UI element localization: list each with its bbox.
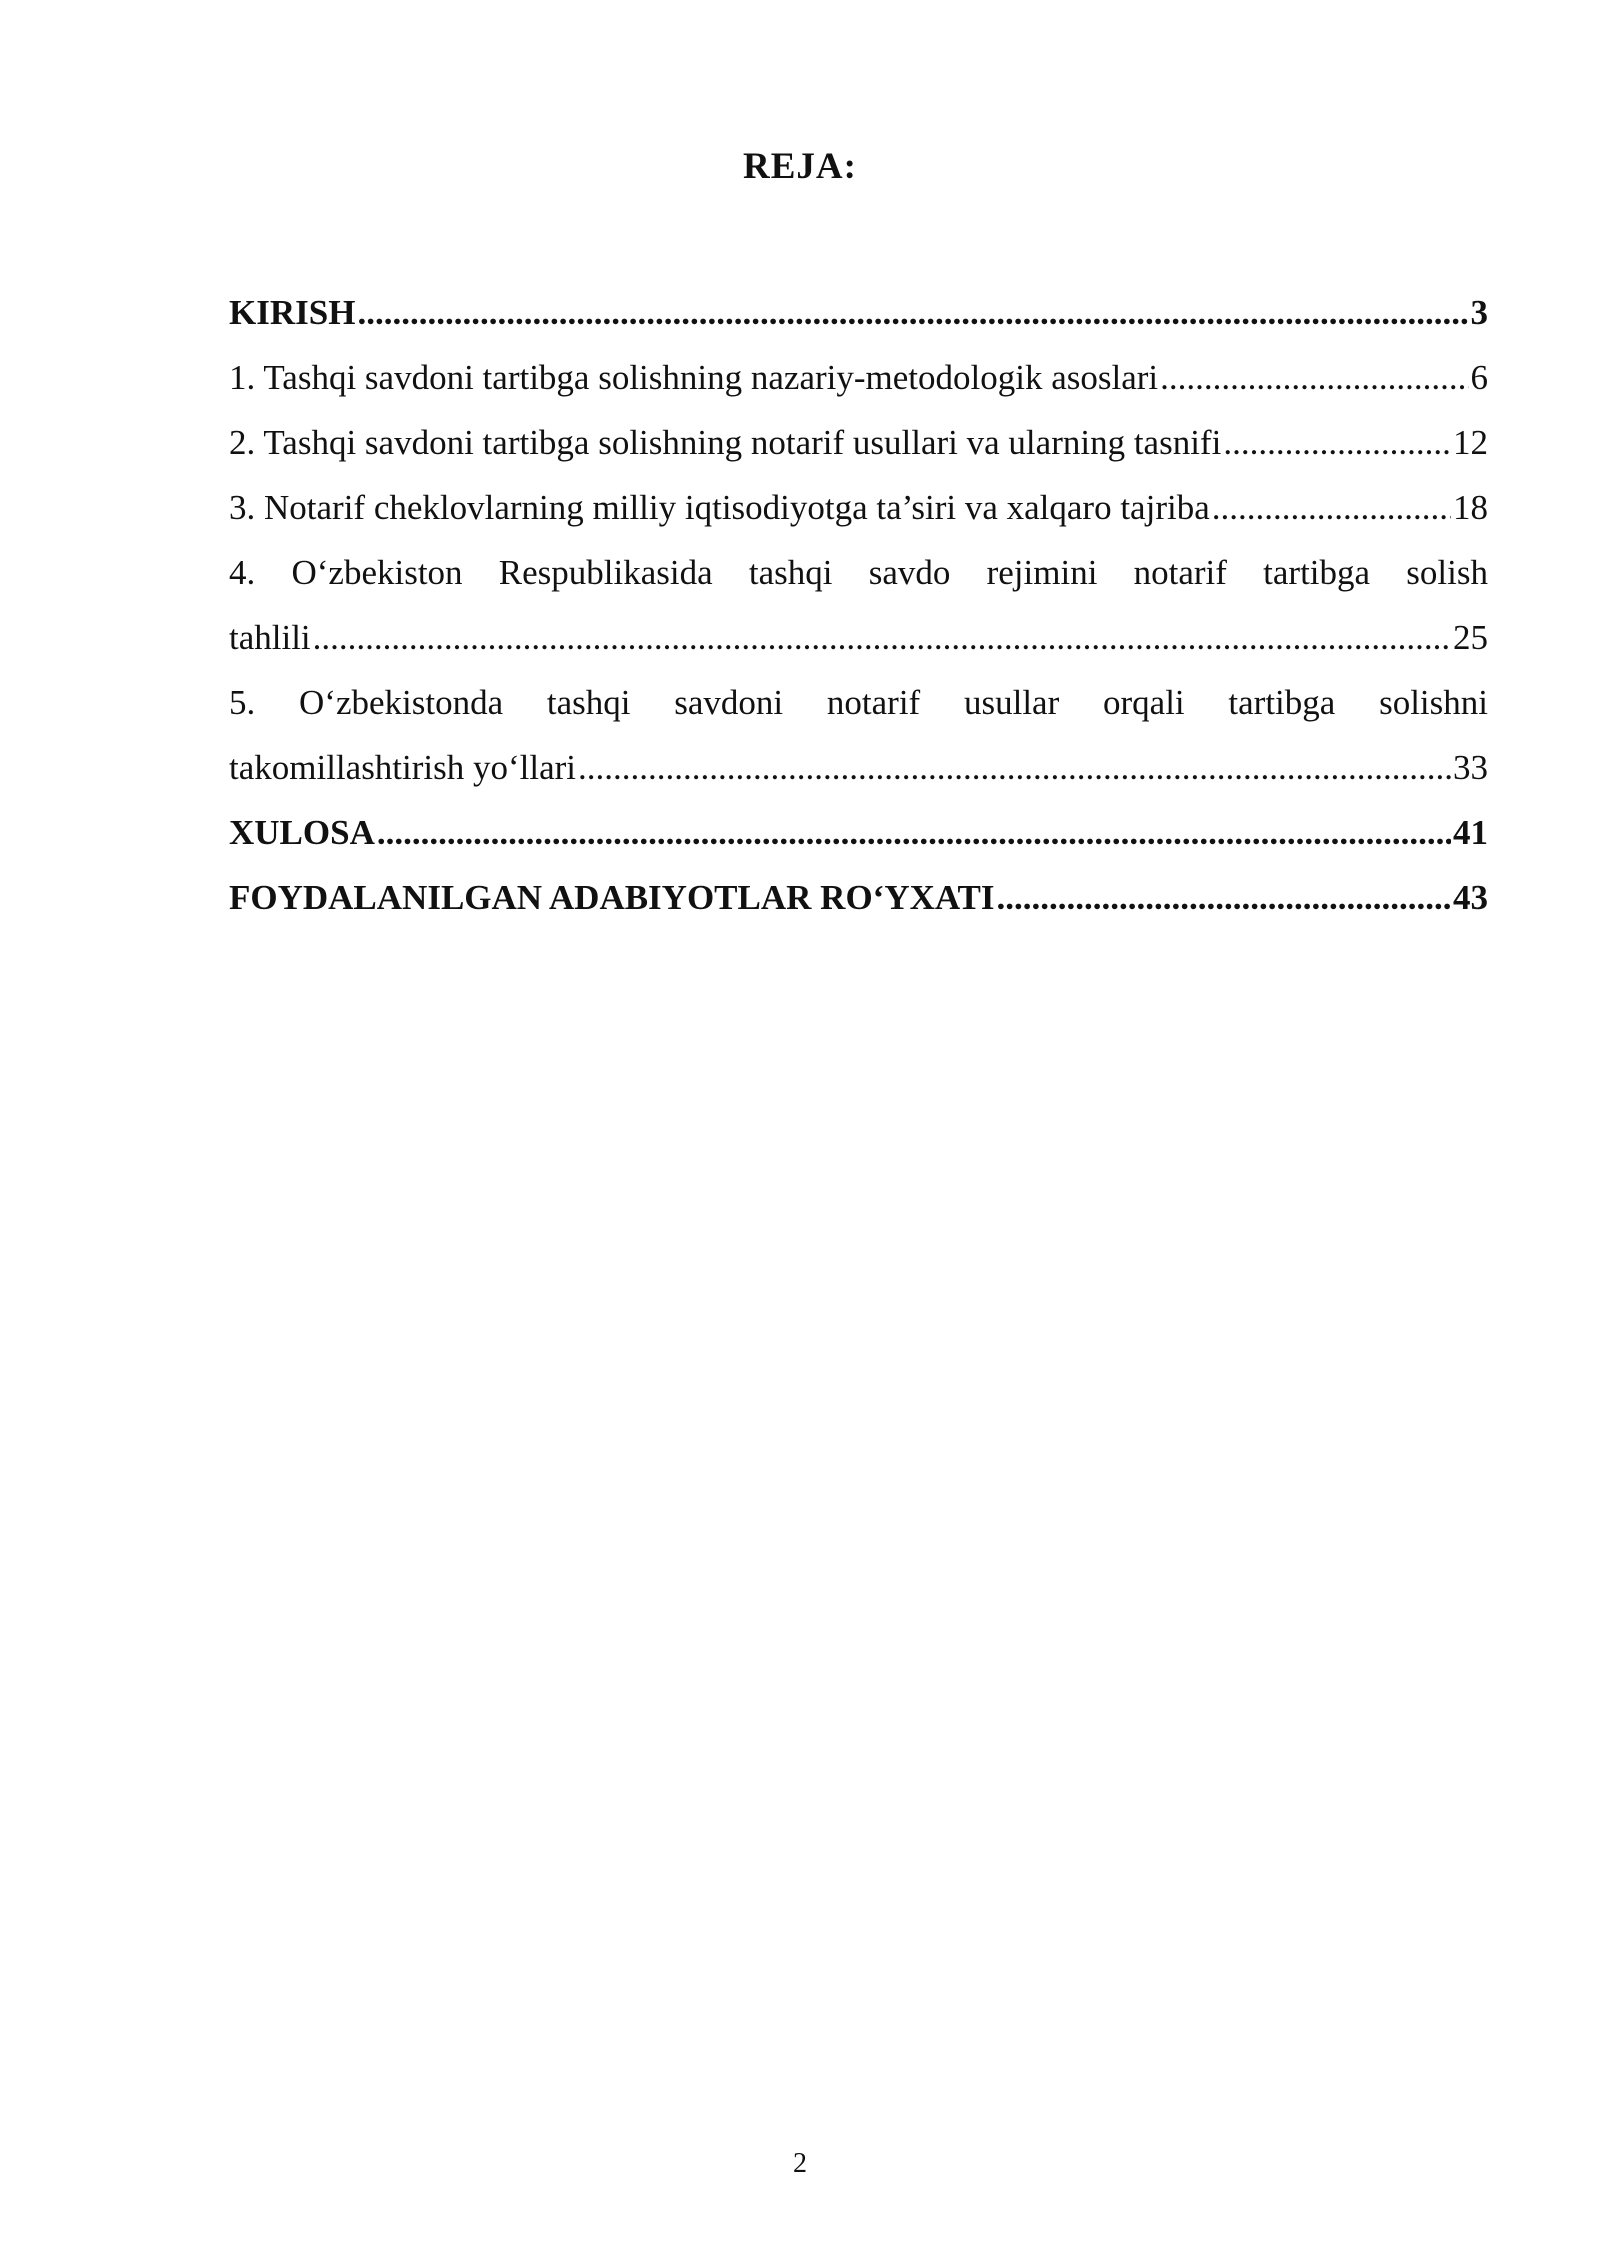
toc-entry-page: 41 <box>1453 813 1488 852</box>
toc-entry-label: 2. Tashqi savdoni tartibga solishning notarif usullari va ularning tasnifi <box>229 423 1222 462</box>
toc-entry-label-line-1: 4. O‘zbekiston Respublikasida tashqi savdo rejimini notarif tartibga solish <box>229 553 1488 592</box>
toc-entry-label: tahlili <box>229 618 311 657</box>
toc-entry-label: takomillashtirish yo‘llari <box>229 748 577 787</box>
toc-dot-leader <box>357 280 1468 345</box>
toc-entry-page: 25 <box>1453 618 1488 657</box>
toc-entry-page: 33 <box>1453 748 1488 787</box>
toc-dot-leader <box>578 735 1451 800</box>
toc-entry-label: FOYDALANILGAN ADABIYOTLAR RO‘YXATI <box>229 878 995 917</box>
toc-entry-section-4[interactable] <box>229 540 1488 670</box>
toc-entry-page: 12 <box>1453 423 1488 462</box>
toc-entry-label: XULOSA <box>229 813 375 852</box>
toc-entry-section-1[interactable] <box>229 345 1488 410</box>
table-of-contents <box>229 280 1488 930</box>
toc-entry-page: 43 <box>1453 878 1488 917</box>
toc-entry-page: 18 <box>1453 488 1488 527</box>
toc-entry-label-line-1: 5. O‘zbekistonda tashqi savdoni notarif usullar orqali tartibga solishni <box>229 683 1488 722</box>
toc-entry-kirish[interactable] <box>229 280 1488 345</box>
toc-entry-bibliography[interactable] <box>229 865 1488 930</box>
toc-dot-leader <box>1212 475 1451 540</box>
toc-dot-leader <box>377 800 1451 865</box>
toc-entry-section-5[interactable] <box>229 670 1488 800</box>
toc-entry-section-3[interactable] <box>229 475 1488 540</box>
toc-entry-page: 6 <box>1470 358 1488 397</box>
toc-entry-section-2[interactable] <box>229 410 1488 475</box>
toc-dot-leader <box>1160 345 1468 410</box>
toc-entry-label: 1. Tashqi savdoni tartibga solishning nazariy-metodologik asoslari <box>229 358 1159 397</box>
toc-dot-leader <box>997 865 1451 930</box>
toc-entry-xulosa[interactable] <box>229 800 1488 865</box>
toc-dot-leader <box>1223 410 1451 475</box>
toc-dot-leader <box>313 605 1451 670</box>
page-title: REJA: <box>743 146 857 187</box>
toc-entry-page: 3 <box>1470 293 1488 332</box>
toc-entry-label: 3. Notarif cheklovlarning milliy iqtisodiyotga ta’siri va xalqaro tajriba <box>229 488 1210 527</box>
page-number: 2 <box>793 2148 807 2179</box>
toc-entry-label: KIRISH <box>229 293 356 332</box>
